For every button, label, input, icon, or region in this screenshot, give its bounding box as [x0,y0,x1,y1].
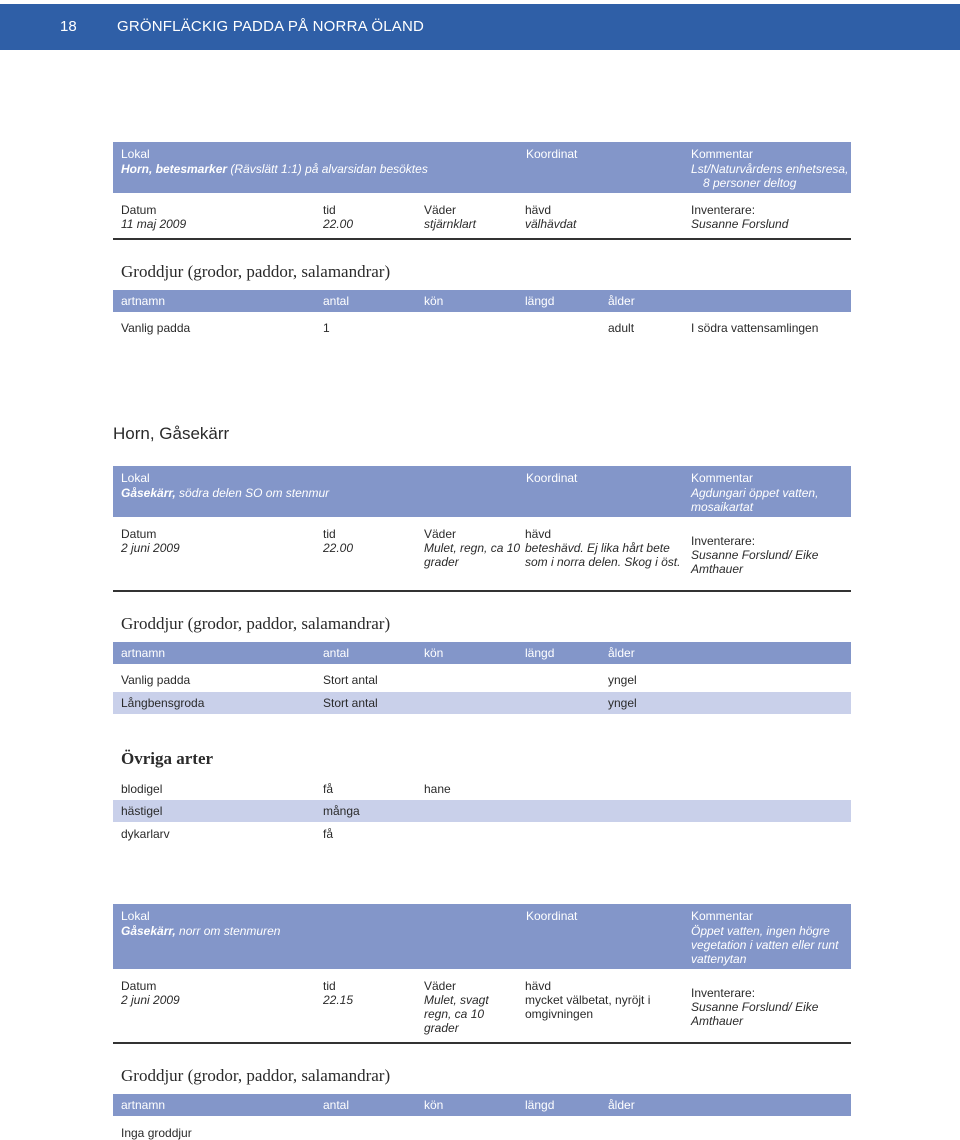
kommentar-label: Kommentar [691,909,754,923]
site3-lokal: Gåsekärr, norr om stenmuren [121,924,281,938]
page-title: GRÖNFLÄCKIG PADDA PÅ NORRA ÖLAND [117,18,425,35]
site2-datum: 2 juni 2009 [121,541,180,555]
antal-cell: Stort antal [323,696,378,710]
col-antal: antal [323,294,350,308]
lokal-label: Lokal [121,909,150,923]
col-kon: kön [424,646,444,660]
site2-inventerare-line1: Susanne Forslund/ Eike [691,548,819,562]
koordinat-label: Koordinat [526,471,578,485]
col-langd: längd [525,294,555,308]
kommentar-label: Kommentar [691,147,754,161]
groddjur-heading: Groddjur (grodor, paddor, salamandrar) [121,614,391,633]
vader-label: Väder [424,979,457,993]
site2-vader-line1: Mulet, regn, ca 10 [424,541,521,555]
kon-cell: hane [424,782,451,796]
artnamn-cell: Vanlig padda [121,321,191,335]
site2-lokal: Gåsekärr, södra delen SO om stenmur [121,486,330,500]
site3-havd-line2: omgivningen [525,1007,594,1021]
art-cell: blodigel [121,782,163,796]
havd-label: hävd [525,979,552,993]
havd-label: hävd [525,527,552,541]
tid-label: tid [323,527,336,541]
site3-inventerare-line1: Susanne Forslund/ Eike [691,1000,819,1014]
kommentar-label: Kommentar [691,471,754,485]
col-antal: antal [323,646,350,660]
inventerare-label: Inventerare: [691,986,756,1000]
col-kon: kön [424,294,444,308]
no-amphibians-text: Inga groddjur [121,1126,192,1140]
species-column-header [113,642,851,664]
table-row [113,669,851,691]
col-artnamn: artnamn [121,294,166,308]
site2-info-box [113,466,851,517]
col-alder: ålder [608,646,635,660]
site1-tid: 22.00 [323,217,354,231]
list-item [113,800,851,822]
page-number: 18 [60,18,77,35]
antal-cell: Stort antal [323,673,378,687]
site1-inventerare: Susanne Forslund [691,217,789,231]
site2-havd-line1: beteshävd. Ej lika hårt bete [525,541,670,555]
species-column-header [113,1094,851,1116]
koordinat-label: Koordinat [526,909,578,923]
alder-cell: yngel [608,673,637,687]
tid-label: tid [323,203,336,217]
divider [113,1042,851,1044]
vader-label: Väder [424,203,457,217]
antal-cell: få [323,827,334,841]
table-row [113,692,851,714]
col-antal: antal [323,1098,350,1112]
species-column-header [113,290,851,312]
site2-kommentar-line1: Agdungari öppet vatten, [691,486,819,500]
havd-label: hävd [525,203,552,217]
groddjur-heading: Groddjur (grodor, paddor, salamandrar) [121,1066,391,1085]
koordinat-label: Koordinat [526,147,578,161]
site2-havd-line2: som i norra delen. Skog i öst. [525,555,681,569]
list-item [113,823,851,845]
antal-cell: många [323,804,360,818]
ovriga-arter-heading: Övriga arter [121,749,214,768]
site3-inventerare-line2: Amthauer [691,1014,744,1028]
datum-label: Datum [121,527,157,541]
divider [113,238,851,240]
list-item [113,778,851,800]
site2-kommentar-line2: mosaikartat [691,500,754,514]
site3-datum: 2 juni 2009 [121,993,180,1007]
inventerare-label: Inventerare: [691,203,756,217]
site1-havd: välhävdat [525,217,577,231]
artnamn-cell: Långbensgroda [121,696,205,710]
site3-vader-line1: Mulet, svagt [424,993,489,1007]
datum-label: Datum [121,979,157,993]
site3-havd-line1: mycket välbetat, nyröjt i [525,993,651,1007]
site1-kommentar-line1: Lst/Naturvårdens enhetsresa, [691,162,849,176]
groddjur-heading: Groddjur (grodor, paddor, salamandrar) [121,262,391,281]
table-row [113,317,851,339]
site2-vader-line2: grader [424,555,459,569]
site3-vader-line2: regn, ca 10 [424,1007,485,1021]
col-artnamn: artnamn [121,646,166,660]
site3-tid: 22.15 [323,993,354,1007]
col-kon: kön [424,1098,444,1112]
location-heading: Horn, Gåsekärr [113,424,230,443]
site3-kommentar-line1: Öppet vatten, ingen högre [691,924,830,938]
lokal-label: Lokal [121,147,150,161]
art-cell: dykarlarv [121,827,170,841]
col-alder: ålder [608,1098,635,1112]
artnamn-cell: Vanlig padda [121,673,191,687]
vader-label: Väder [424,527,457,541]
site2-tid: 22.00 [323,541,354,555]
alder-cell: adult [608,321,635,335]
alder-cell: yngel [608,696,637,710]
col-alder: ålder [608,294,635,308]
site3-kommentar-line3: vattenytan [691,952,747,966]
site1-info-box [113,142,851,193]
site2-inventerare-line2: Amthauer [691,562,744,576]
site1-lokal: Horn, betesmarker (Rävslätt 1:1) på alvarsidan besöktes [121,162,428,176]
inventerare-label: Inventerare: [691,534,756,548]
antal-cell: 1 [323,321,330,335]
lokal-label: Lokal [121,471,150,485]
site3-vader-line3: grader [424,1021,459,1035]
site1-vader: stjärnklart [424,217,477,231]
site3-info-box [113,904,851,969]
art-cell: hästigel [121,804,163,818]
antal-cell: få [323,782,334,796]
divider [113,590,851,592]
datum-label: Datum [121,203,157,217]
site1-datum: 11 maj 2009 [121,217,187,231]
col-langd: längd [525,646,555,660]
tid-label: tid [323,979,336,993]
col-artnamn: artnamn [121,1098,166,1112]
site1-kommentar-line2: 8 personer deltog [703,176,797,190]
kommentar-cell: I södra vattensamlingen [691,321,819,335]
col-langd: längd [525,1098,555,1112]
site3-kommentar-line2: vegetation i vatten eller runt [691,938,839,952]
